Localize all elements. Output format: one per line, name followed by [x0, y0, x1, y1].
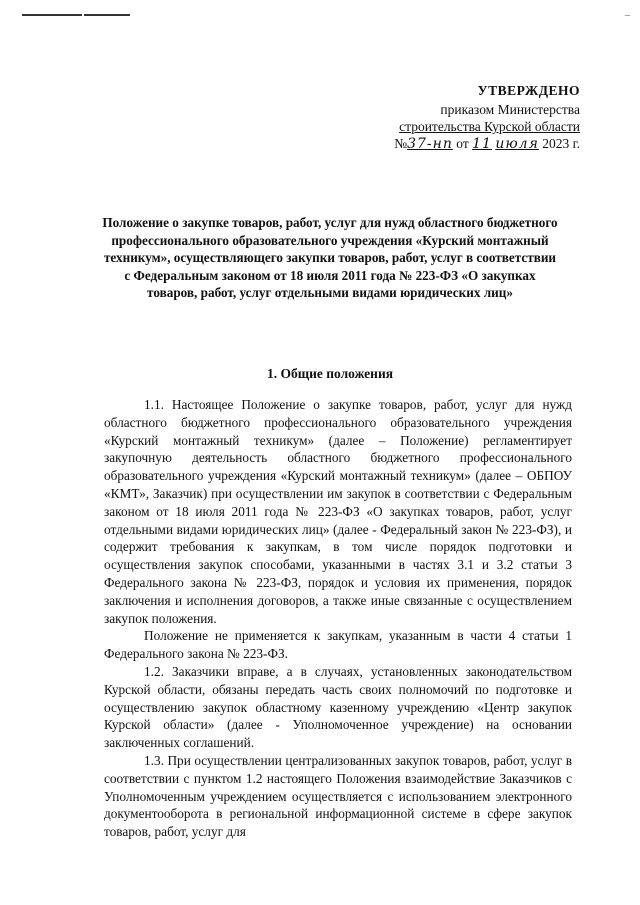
- approval-line-1: приказом Министерства: [440, 102, 580, 117]
- section-heading: 1. Общие положения: [266, 366, 394, 381]
- handwritten-order-number: 37-нп: [407, 136, 453, 152]
- approval-block: [330, 82, 580, 153]
- scan-corner-mark: –: [625, 10, 630, 21]
- document-body: [104, 396, 572, 841]
- scan-artifact-line: [84, 14, 130, 16]
- paragraph: 1.1. Настоящее Положение о закупке товаров, работ, услуг для нужд областного бюджетного профессионального образовательного учреждения «Курский монтажный техникум» (далее – Положение) регламентирует закупочную деятельность областного бюджетного профессионального образовательного учреждения «Курский монтажный техникум» (далее – ОБПОУ «КМТ», Заказчик) при осуществлении им закупок в соответствии с Федеральным законом от 18 июля 2011 года № 223-ФЗ «О закупках товаров, работ, услуг отдельными видами юридических лиц» (далее - Федеральный закон № 223-ФЗ), и содержит требования к закупкам, в том числе порядок подготовки и осуществления закупок способами, указанными в частях 3.1 и 3.2 статьи 3 Федерального закона № 223-ФЗ, порядок и условия их применения, порядок заключения и исполнения договоров, а также иные связанные с осуществлением закупок положения.: [104, 397, 572, 626]
- document-title: Положение о закупке товаров, работ, услуг для нужд областного бюджетного профессионального образовательного учреждения «Курский монтажный техникум», осуществляющего закупки товаров, работ, услуг в соответствии с Федеральным законом от 18 июля 2011 года № 223-ФЗ «О закупках товаров, работ, услуг отдельными видами юридических лиц»: [102, 215, 558, 301]
- date-prefix: от: [456, 136, 469, 151]
- number-prefix: №: [394, 136, 408, 151]
- handwritten-month: июля: [495, 136, 539, 152]
- paragraph: 1.3. При осуществлении централизованных закупок товаров, работ, услуг в соответствии с пунктом 1.2 настоящего Положения взаимодействие Заказчиков с Уполномоченным учреждением осуществляется с использованием электронного документооборота в региональной информационной системе в сфере закупок товаров, работ, услуг для: [104, 752, 572, 840]
- approval-heading: УТВЕРЖДЕНО: [477, 83, 580, 98]
- approval-number-date: [330, 135, 580, 153]
- paragraph: 1.2. Заказчики вправе, а в случаях, установленных законодательством Курской области, обязаны передать часть своих полномочий по подготовке и осуществлению закупок областному казенному учреждению «Центр закупок Курской области» (далее - Уполномоченное учреждение) на основании заключенных соглашений.: [104, 663, 572, 751]
- year: 2023 г.: [542, 136, 580, 151]
- approval-line-2: строительства Курской области: [399, 119, 580, 134]
- handwritten-day: 11: [472, 136, 492, 152]
- scan-artifact-line: [22, 14, 82, 16]
- paragraph: Положение не применяется к закупкам, указанным в части 4 статьи 1 Федерального закона № 223-ФЗ.: [104, 628, 572, 662]
